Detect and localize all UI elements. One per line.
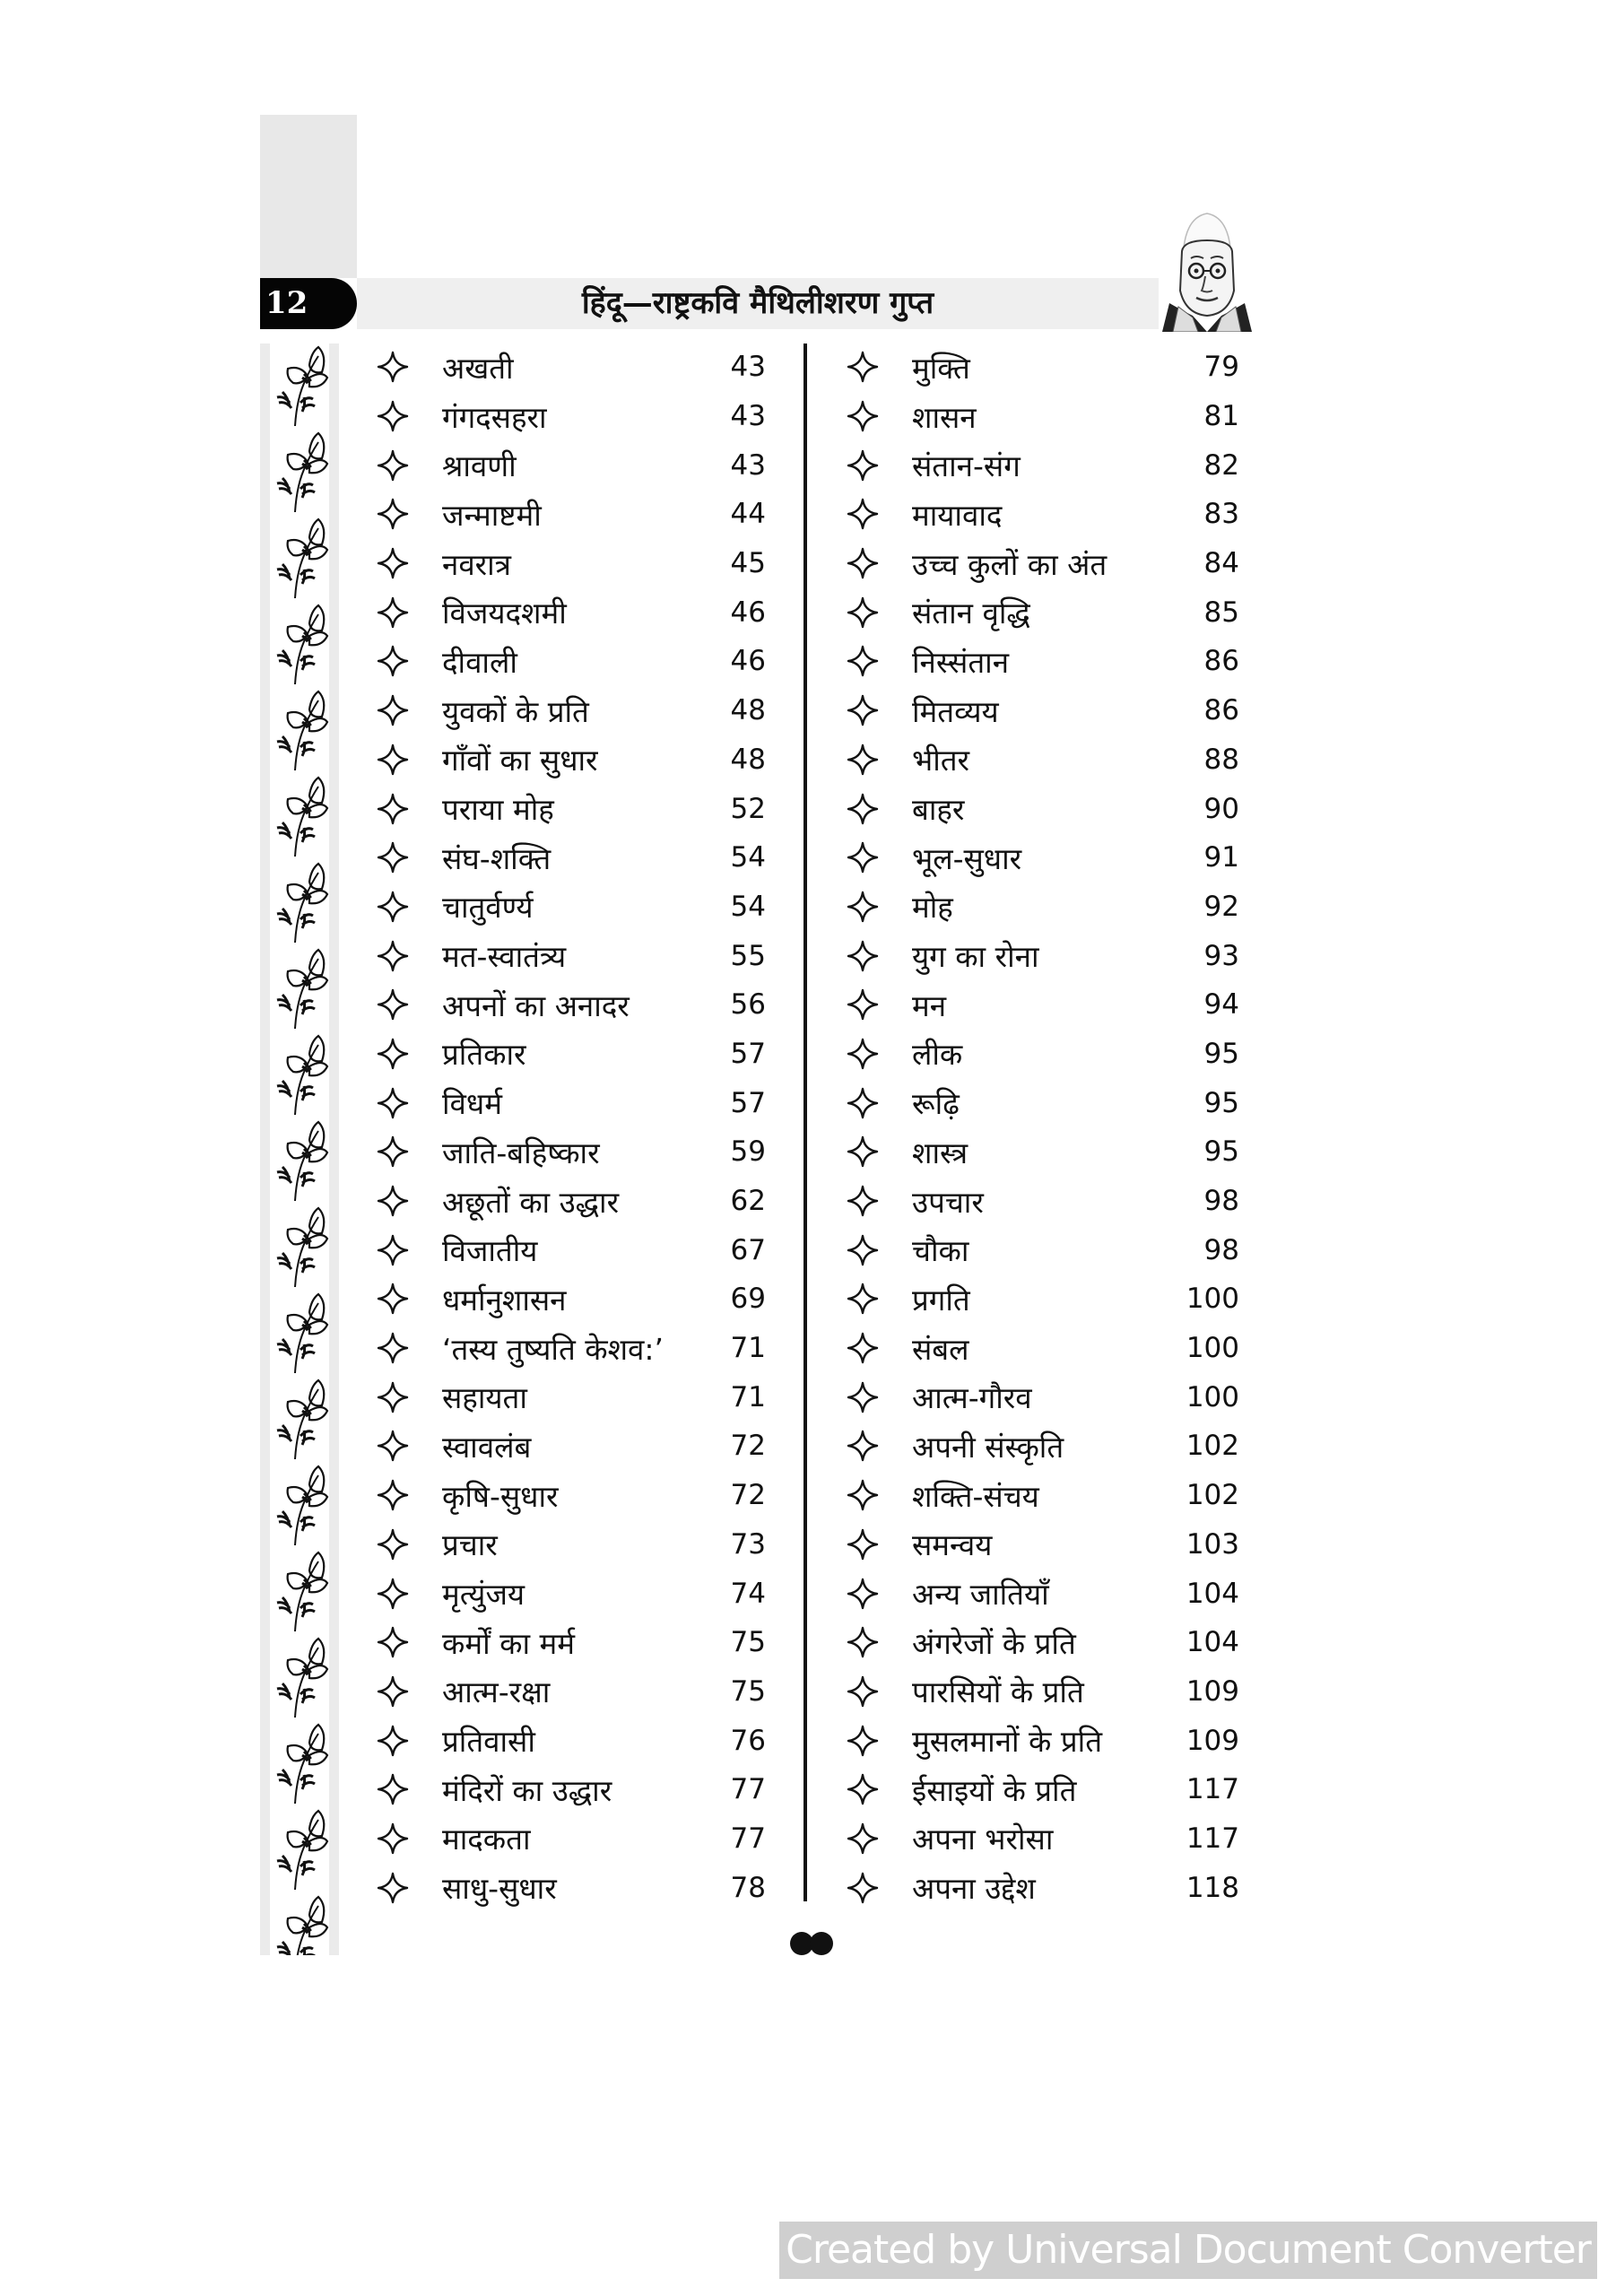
toc-entry-page: 102 — [1186, 1430, 1239, 1463]
end-mark-icon — [782, 1930, 845, 1957]
toc-entry[interactable] — [377, 735, 766, 785]
leaf-motif — [277, 1036, 327, 1115]
toc-entry-title: स्वावलंब — [442, 1429, 532, 1465]
star-bullet-icon — [377, 1038, 409, 1070]
toc-entry[interactable] — [377, 1765, 766, 1814]
star-bullet-icon — [847, 351, 879, 383]
toc-entry[interactable] — [847, 931, 1239, 980]
toc-entry-page: 98 — [1203, 1185, 1239, 1218]
star-bullet-icon — [377, 1283, 409, 1315]
toc-entry-title: संघ-शक्ति — [442, 840, 552, 876]
star-bullet-icon — [377, 1725, 409, 1757]
toc-entry[interactable] — [377, 1225, 766, 1274]
toc-entry-title: जन्माष्टमी — [442, 497, 542, 533]
star-bullet-icon — [847, 596, 879, 629]
author-portrait-icon — [1157, 204, 1257, 332]
toc-right-column — [847, 343, 1239, 1912]
toc-entry-title: बाहर — [912, 792, 965, 828]
star-bullet-icon — [377, 793, 409, 825]
star-bullet-icon — [847, 793, 879, 825]
star-bullet-icon — [847, 1332, 879, 1364]
toc-entry-page: 46 — [730, 596, 766, 629]
toc-entry[interactable] — [377, 1274, 766, 1324]
toc-entry[interactable] — [377, 1716, 766, 1765]
toc-entry-page: 84 — [1203, 547, 1239, 580]
toc-left-column — [377, 343, 766, 1912]
toc-entry-title: अछूतों का उद्धार — [442, 1184, 620, 1220]
toc-entry[interactable] — [847, 1471, 1239, 1520]
star-bullet-icon — [377, 596, 409, 629]
leaf-motif — [277, 864, 327, 943]
toc-entry[interactable] — [847, 1765, 1239, 1814]
toc-entry-title: संबल — [912, 1331, 969, 1367]
toc-entry-page: 100 — [1186, 1332, 1239, 1365]
toc-entry-title: शक्ति-संचय — [912, 1478, 1039, 1514]
toc-entry-title: जाति-बहिष्कार — [442, 1135, 600, 1170]
toc-entry-title: रूढ़ि — [912, 1086, 960, 1122]
toc-entry-title: समन्वय — [912, 1527, 993, 1563]
header-side-bar — [260, 115, 357, 278]
toc-entry-title: गाँवों का सुधार — [442, 743, 598, 778]
toc-entry-page: 117 — [1186, 1822, 1239, 1855]
watermark: Created by Universal Document Converter — [779, 2222, 1597, 2279]
star-bullet-icon — [377, 1087, 409, 1119]
star-bullet-icon — [847, 1430, 879, 1462]
toc-entry[interactable] — [847, 1814, 1239, 1864]
toc-entry[interactable] — [377, 1324, 766, 1373]
toc-entry[interactable] — [377, 440, 766, 490]
toc-entry-title: भीतर — [912, 743, 970, 778]
toc-entry[interactable] — [377, 490, 766, 539]
toc-entry-title: श्रावणी — [442, 448, 517, 484]
star-bullet-icon — [847, 694, 879, 726]
toc-entry-title: निस्संतान — [912, 644, 1010, 680]
toc-entry-page: 100 — [1186, 1380, 1239, 1413]
toc-entry-title: मृत्युंजय — [442, 1577, 526, 1613]
toc-entry-page: 55 — [730, 939, 766, 972]
toc-entry[interactable] — [377, 1078, 766, 1127]
toc-entry-page: 73 — [730, 1527, 766, 1561]
toc-entry[interactable] — [377, 1030, 766, 1079]
toc-entry-page: 78 — [730, 1871, 766, 1904]
toc-entry[interactable] — [847, 1078, 1239, 1127]
star-bullet-icon — [377, 988, 409, 1021]
toc-entry-title: कृषि-सुधार — [442, 1478, 559, 1514]
toc-entry-title: मत-स्वातंत्र्य — [442, 939, 567, 975]
toc-entry[interactable] — [377, 1569, 766, 1618]
toc-entry[interactable] — [377, 539, 766, 588]
toc-entry-page: 71 — [730, 1380, 766, 1413]
toc-entry[interactable] — [377, 1372, 766, 1422]
toc-entry[interactable] — [377, 1422, 766, 1471]
toc-entry-title: मंदिरों का उद्धार — [442, 1772, 612, 1808]
toc-entry-page: 48 — [730, 743, 766, 776]
star-bullet-icon — [377, 1185, 409, 1217]
toc-entry-page: 82 — [1203, 448, 1239, 482]
toc-entry[interactable] — [377, 931, 766, 980]
star-bullet-icon — [847, 891, 879, 923]
toc-entry-page: 109 — [1186, 1724, 1239, 1757]
toc-entry-page: 102 — [1186, 1479, 1239, 1512]
star-bullet-icon — [377, 744, 409, 776]
star-bullet-icon — [377, 1381, 409, 1413]
toc-entry-title: लीक — [912, 1037, 963, 1073]
toc-entry[interactable] — [847, 587, 1239, 637]
toc-entry-page: 62 — [730, 1185, 766, 1218]
toc-entry-page: 92 — [1203, 890, 1239, 923]
toc-entry[interactable] — [847, 735, 1239, 785]
leaf-motif — [277, 1725, 327, 1804]
star-bullet-icon — [847, 1038, 879, 1070]
leaf-motif — [277, 433, 327, 512]
star-bullet-icon — [847, 449, 879, 482]
star-bullet-icon — [377, 1234, 409, 1266]
star-bullet-icon — [377, 1626, 409, 1658]
toc-entry[interactable] — [377, 587, 766, 637]
toc-entry-title: संतान वृद्धि — [912, 596, 1030, 631]
toc-entry-title: उपचार — [912, 1184, 984, 1220]
star-bullet-icon — [847, 547, 879, 579]
toc-entry-title: मादकता — [442, 1822, 531, 1857]
toc-entry-page: 94 — [1203, 988, 1239, 1022]
toc-entry-page: 86 — [1203, 694, 1239, 727]
star-bullet-icon — [847, 498, 879, 530]
toc-entry[interactable] — [377, 1471, 766, 1520]
toc-entry-page: 109 — [1186, 1674, 1239, 1708]
star-bullet-icon — [847, 1675, 879, 1708]
star-bullet-icon — [847, 940, 879, 972]
toc-entry-title: प्रगति — [912, 1282, 970, 1318]
star-bullet-icon — [847, 1479, 879, 1511]
toc-entry[interactable] — [377, 784, 766, 833]
toc-entry[interactable] — [377, 1177, 766, 1226]
toc-entry[interactable] — [377, 1814, 766, 1864]
star-bullet-icon — [377, 1773, 409, 1805]
toc-entry-title: विधर्म — [442, 1086, 502, 1122]
toc-entry-page: 72 — [730, 1479, 766, 1512]
toc-entry-page: 76 — [730, 1724, 766, 1757]
column-divider — [804, 344, 807, 1901]
toc-entry-title: नवरात्र — [442, 546, 511, 582]
leaf-motif — [277, 1811, 327, 1890]
star-bullet-icon — [377, 1872, 409, 1904]
toc-entry-page: 104 — [1186, 1577, 1239, 1610]
star-bullet-icon — [377, 1332, 409, 1364]
toc-entry[interactable] — [847, 1324, 1239, 1373]
leaf-motif — [277, 691, 327, 770]
toc-entry-title: अपनों का अनादर — [442, 987, 630, 1023]
toc-entry[interactable] — [847, 1177, 1239, 1226]
toc-entry-title: शासन — [912, 399, 977, 435]
toc-entry[interactable] — [847, 343, 1239, 392]
toc-entry-title: आत्म-गौरव — [912, 1380, 1032, 1416]
toc-entry-title: शास्त्र — [912, 1135, 969, 1170]
toc-entry[interactable] — [847, 539, 1239, 588]
leaf-motif — [277, 778, 327, 857]
toc-entry-page: 103 — [1186, 1527, 1239, 1561]
toc-entry[interactable] — [847, 1863, 1239, 1912]
star-bullet-icon — [377, 940, 409, 972]
star-bullet-icon — [847, 400, 879, 432]
toc-entry-page: 46 — [730, 645, 766, 678]
toc-entry-page: 45 — [730, 547, 766, 580]
toc-entry-page: 117 — [1186, 1773, 1239, 1806]
star-bullet-icon — [847, 1725, 879, 1757]
toc-entry-title: अपना उद्देश — [912, 1871, 1036, 1907]
toc-entry-title: प्रतिवासी — [442, 1724, 535, 1760]
star-bullet-icon — [847, 1578, 879, 1610]
toc-entry-title: पारसियों के प्रति — [912, 1674, 1084, 1710]
star-bullet-icon — [847, 1872, 879, 1904]
star-bullet-icon — [847, 841, 879, 874]
leaf-motif — [277, 347, 327, 426]
toc-entry-page: 77 — [730, 1822, 766, 1855]
toc-entry-page: 75 — [730, 1626, 766, 1659]
star-bullet-icon — [377, 547, 409, 579]
toc-entry-title: युग का रोना — [912, 939, 1039, 975]
toc-entry-title: उच्च कुलों का अंत — [912, 546, 1108, 582]
leaf-motif — [277, 605, 327, 684]
star-bullet-icon — [377, 645, 409, 677]
toc-entry-page: 71 — [730, 1332, 766, 1365]
toc-entry[interactable] — [377, 686, 766, 735]
toc-entry-title: चातुर्वर्ण्य — [442, 890, 534, 926]
toc-entry-title: अंगरेजों के प्रति — [912, 1625, 1076, 1661]
toc-entry[interactable] — [847, 1569, 1239, 1618]
star-bullet-icon — [377, 1822, 409, 1855]
toc-entry[interactable] — [847, 392, 1239, 441]
toc-entry-title: दीवाली — [442, 644, 517, 680]
toc-entry[interactable] — [847, 1520, 1239, 1570]
star-bullet-icon — [847, 744, 879, 776]
leaf-motif — [277, 1294, 327, 1373]
toc-entry[interactable] — [847, 980, 1239, 1030]
star-bullet-icon — [847, 1773, 879, 1805]
star-bullet-icon — [377, 1528, 409, 1561]
toc-entry[interactable] — [847, 1127, 1239, 1177]
star-bullet-icon — [847, 1822, 879, 1855]
toc-entry-page: 75 — [730, 1674, 766, 1708]
toc-entry-page: 77 — [730, 1773, 766, 1806]
toc-entry-page: 69 — [730, 1283, 766, 1316]
star-bullet-icon — [847, 1234, 879, 1266]
toc-entry[interactable] — [377, 392, 766, 441]
star-bullet-icon — [377, 1479, 409, 1511]
toc-entry-title: धर्मानुशासन — [442, 1282, 567, 1318]
running-title: हिंदू—राष्ट्रकवि मैथिलीशरण गुप्त — [581, 285, 934, 321]
star-bullet-icon — [847, 988, 879, 1021]
leaf-motif — [277, 950, 327, 1029]
toc-entry[interactable] — [847, 1372, 1239, 1422]
toc-entry[interactable] — [377, 637, 766, 686]
toc-entry[interactable] — [847, 637, 1239, 686]
leaf-motif — [277, 1552, 327, 1631]
toc-entry-title: आत्म-रक्षा — [442, 1674, 551, 1710]
toc-entry[interactable] — [847, 1422, 1239, 1471]
leaf-motif — [277, 1897, 327, 1955]
toc-entry[interactable] — [847, 1030, 1239, 1079]
toc-entry[interactable] — [377, 1520, 766, 1570]
toc-entry[interactable] — [377, 1863, 766, 1912]
toc-entry-title: युवकों के प्रति — [442, 693, 589, 729]
star-bullet-icon — [847, 1087, 879, 1119]
leaf-motif — [277, 1380, 327, 1459]
toc-entry-title: मोह — [912, 890, 953, 926]
leaf-motif — [277, 1208, 327, 1287]
toc-entry-page: 43 — [730, 448, 766, 482]
toc-entry-page: 57 — [730, 1086, 766, 1119]
leaf-motif — [277, 1639, 327, 1718]
toc-entry-page: 54 — [730, 841, 766, 874]
star-bullet-icon — [377, 1135, 409, 1168]
toc-entry[interactable] — [847, 784, 1239, 833]
star-bullet-icon — [847, 1283, 879, 1315]
star-bullet-icon — [377, 1578, 409, 1610]
toc-entry-page: 43 — [730, 400, 766, 433]
star-bullet-icon — [847, 1185, 879, 1217]
toc-entry-page: 48 — [730, 694, 766, 727]
toc-entry-page: 43 — [730, 351, 766, 384]
toc-entry-page: 90 — [1203, 792, 1239, 825]
star-bullet-icon — [377, 449, 409, 482]
toc-entry-title: प्रतिकार — [442, 1037, 526, 1073]
toc-entry-title: साधु-सुधार — [442, 1871, 557, 1907]
toc-entry[interactable] — [847, 1618, 1239, 1667]
toc-entry-title: मुसलमानों के प्रति — [912, 1724, 1103, 1760]
toc-entry[interactable] — [847, 490, 1239, 539]
toc-entry[interactable] — [847, 883, 1239, 932]
toc-entry-page: 57 — [730, 1037, 766, 1070]
toc-entry-title: गंगदसहरा — [442, 399, 547, 435]
star-bullet-icon — [377, 1430, 409, 1462]
toc-entry-page: 81 — [1203, 400, 1239, 433]
leaf-motif — [277, 1466, 327, 1545]
leaf-motif — [277, 519, 327, 598]
toc-entry-page: 98 — [1203, 1233, 1239, 1266]
toc-entry-page: 88 — [1203, 743, 1239, 776]
toc-entry[interactable] — [847, 833, 1239, 883]
toc-entry-page: 52 — [730, 792, 766, 825]
toc-entry-title: मितव्यय — [912, 693, 999, 729]
star-bullet-icon — [377, 694, 409, 726]
toc-entry[interactable] — [377, 883, 766, 932]
toc-entry-page: 95 — [1203, 1086, 1239, 1119]
toc-entry[interactable] — [847, 686, 1239, 735]
toc-entry-page: 56 — [730, 988, 766, 1022]
toc-entry-page: 59 — [730, 1135, 766, 1169]
toc-entry-page: 83 — [1203, 498, 1239, 531]
star-bullet-icon — [377, 498, 409, 530]
toc-entry-title: अपना भरोसा — [912, 1822, 1054, 1857]
toc-entry[interactable] — [377, 1127, 766, 1177]
toc-entry[interactable] — [377, 1618, 766, 1667]
toc-entry-title: अन्य जातियाँ — [912, 1577, 1049, 1613]
toc-entry-page: 79 — [1203, 351, 1239, 384]
toc-entry[interactable] — [377, 343, 766, 392]
toc-entry-page: 95 — [1203, 1037, 1239, 1070]
toc-entry[interactable] — [847, 440, 1239, 490]
star-bullet-icon — [377, 841, 409, 874]
leaf-border — [260, 344, 339, 1955]
star-bullet-icon — [377, 400, 409, 432]
toc-entry-title: ईसाइयों के प्रति — [912, 1772, 1077, 1808]
star-bullet-icon — [847, 1381, 879, 1413]
star-bullet-icon — [847, 1626, 879, 1658]
toc-entry-title: सहायता — [442, 1380, 527, 1416]
toc-entry-title: पराया मोह — [442, 792, 554, 828]
toc-entry-title: विजातीय — [442, 1233, 538, 1269]
star-bullet-icon — [847, 645, 879, 677]
toc-entry[interactable] — [377, 833, 766, 883]
toc-entry-title: प्रचार — [442, 1527, 498, 1563]
toc-entry-page: 95 — [1203, 1135, 1239, 1169]
toc-entry-title: भूल-सुधार — [912, 840, 1022, 876]
toc-entry[interactable] — [847, 1667, 1239, 1717]
toc-entry-page: 86 — [1203, 645, 1239, 678]
toc-entry-title: मन — [912, 987, 947, 1023]
toc-entry-page: 100 — [1186, 1283, 1239, 1316]
page-number: 12 — [260, 278, 357, 329]
toc-entry[interactable] — [377, 980, 766, 1030]
toc-entry-title: कर्मों का मर्म — [442, 1625, 575, 1661]
toc-entry-page: 54 — [730, 890, 766, 923]
star-bullet-icon — [377, 1675, 409, 1708]
toc-entry-page: 118 — [1186, 1871, 1239, 1904]
toc-entry[interactable] — [847, 1225, 1239, 1274]
toc-entry-page: 74 — [730, 1577, 766, 1610]
star-bullet-icon — [847, 1528, 879, 1561]
toc-entry-page: 67 — [730, 1233, 766, 1266]
toc-entry-page: 85 — [1203, 596, 1239, 629]
toc-entry-title: चौका — [912, 1233, 969, 1269]
star-bullet-icon — [377, 351, 409, 383]
star-bullet-icon — [377, 891, 409, 923]
toc-entry-page: 72 — [730, 1430, 766, 1463]
toc-entry-page: 104 — [1186, 1626, 1239, 1659]
toc-entry-title: अखती — [442, 350, 514, 386]
toc-entry-page: 93 — [1203, 939, 1239, 972]
toc-entry-title: अपनी संस्कृति — [912, 1429, 1064, 1465]
toc-entry-title: मुक्ति — [912, 350, 970, 386]
toc-entry-title: संतान-संग — [912, 448, 1021, 484]
toc-entry[interactable] — [847, 1274, 1239, 1324]
star-bullet-icon — [847, 1135, 879, 1168]
toc-entry-title: मायावाद — [912, 497, 1003, 533]
toc-entry-page: 91 — [1203, 841, 1239, 874]
toc-entry-title: विजयदशमी — [442, 596, 567, 631]
toc-entry[interactable] — [847, 1716, 1239, 1765]
toc-entry-title: ‘तस्य तुष्यति केशव:’ — [442, 1331, 665, 1367]
leaf-motif — [277, 1122, 327, 1201]
toc-entry-page: 44 — [730, 498, 766, 531]
toc-entry[interactable] — [377, 1667, 766, 1717]
